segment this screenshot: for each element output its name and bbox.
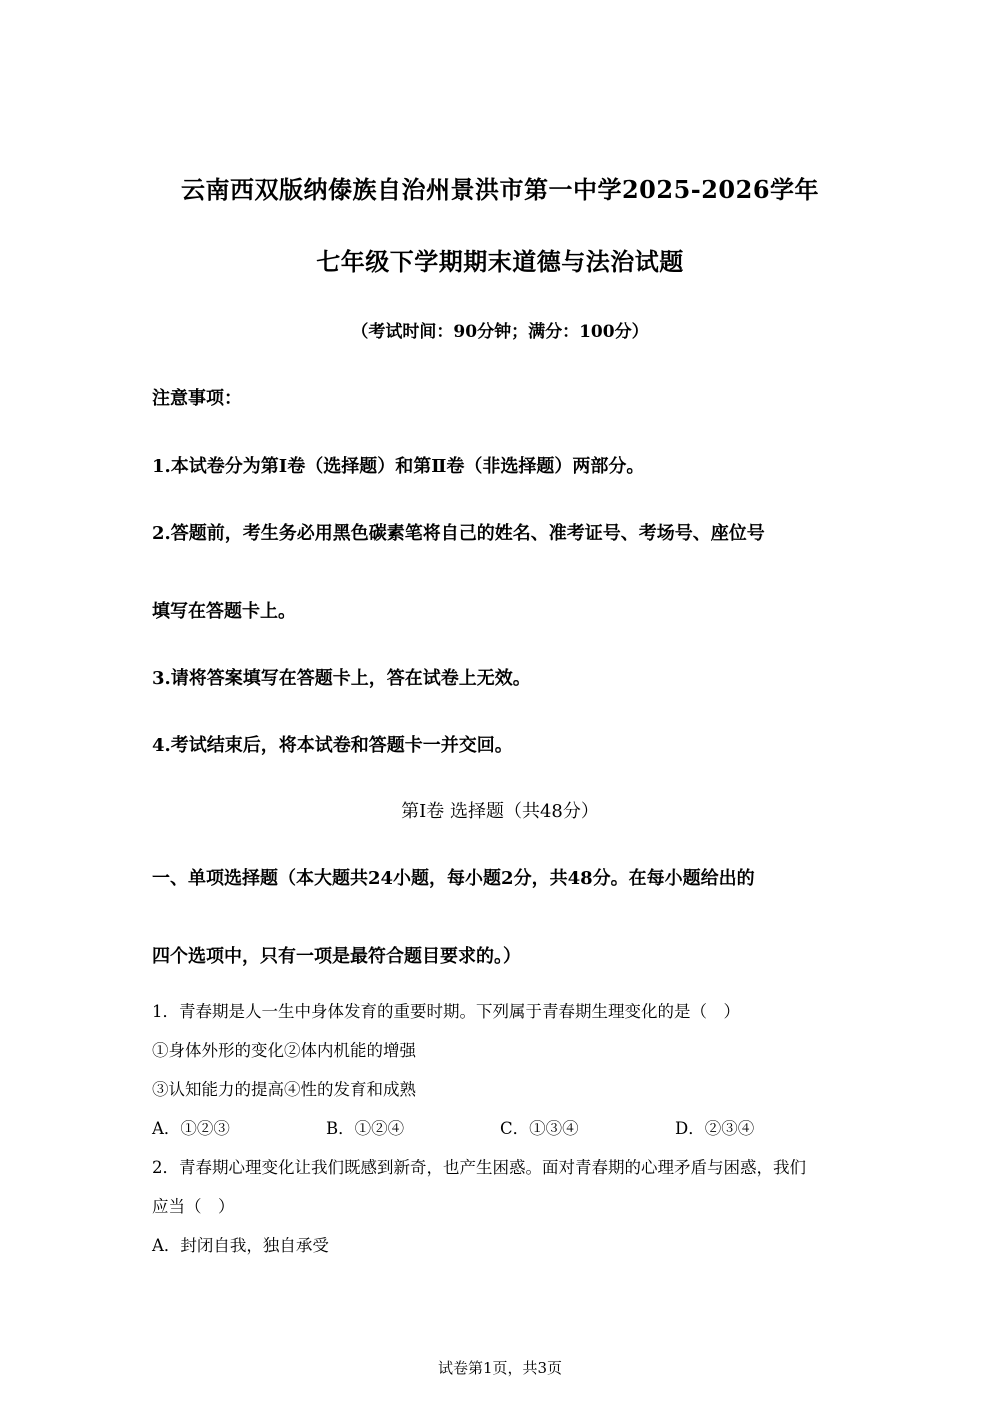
question-1-statement-1: ①身体外形的变化②体内机能的增强 bbox=[152, 1041, 416, 1060]
notice-item-4: 4.考试结束后，将本试卷和答题卡一并交回。 bbox=[152, 735, 513, 756]
notice-item-2-cont: 填写在答题卡上。 bbox=[152, 601, 296, 622]
notice-heading: 注意事项： bbox=[152, 388, 242, 409]
page-footer: 试卷第1页，共3页 bbox=[437, 1359, 563, 1377]
question-1-option-a: A．①②③ bbox=[152, 1119, 230, 1138]
notice-item-3: 3.请将答案填写在答题卡上，答在试卷上无效。 bbox=[152, 668, 531, 689]
question-1-option-c: C．①③④ bbox=[500, 1119, 579, 1138]
exam-title-line2: 七年级下学期期末道德与法治试题 bbox=[316, 247, 684, 276]
question-1-stem: 1．青春期是人一生中身体发育的重要时期。下列属于青春期生理变化的是（ ） bbox=[152, 1002, 740, 1021]
notice-item-2: 2.答题前，考生务必用黑色碳素笔将自己的姓名、准考证号、考场号、座位号 bbox=[152, 523, 765, 544]
question-1-option-d: D．②③④ bbox=[675, 1119, 755, 1138]
section-heading-line1: 一、单项选择题（本大题共24小题，每小题2分，共48分。在每小题给出的 bbox=[152, 868, 755, 889]
question-1-statement-2: ③认知能力的提高④性的发育和成熟 bbox=[152, 1080, 416, 1099]
question-1-option-b: B．①②④ bbox=[326, 1119, 405, 1138]
question-2-option-a: A．封闭自我，独自承受 bbox=[152, 1236, 329, 1255]
question-2-stem-line1: 2．青春期心理变化让我们既感到新奇，也产生困惑。面对青春期的心理矛盾与困惑，我们 bbox=[152, 1158, 806, 1177]
exam-info: （考试时间：90分钟；满分：100分） bbox=[351, 322, 649, 342]
question-2-stem-line2: 应当（ ） bbox=[152, 1197, 235, 1216]
part-title: 第Ⅰ卷 选择题（共48分） bbox=[401, 801, 599, 822]
exam-title-line1: 云南西双版纳傣族自治州景洪市第一中学2025-2026学年 bbox=[180, 175, 820, 204]
section-heading-line2: 四个选项中，只有一项是最符合题目要求的。） bbox=[152, 946, 521, 967]
notice-item-1: 1.本试卷分为第Ⅰ卷（选择题）和第Ⅱ卷（非选择题）两部分。 bbox=[152, 456, 645, 477]
